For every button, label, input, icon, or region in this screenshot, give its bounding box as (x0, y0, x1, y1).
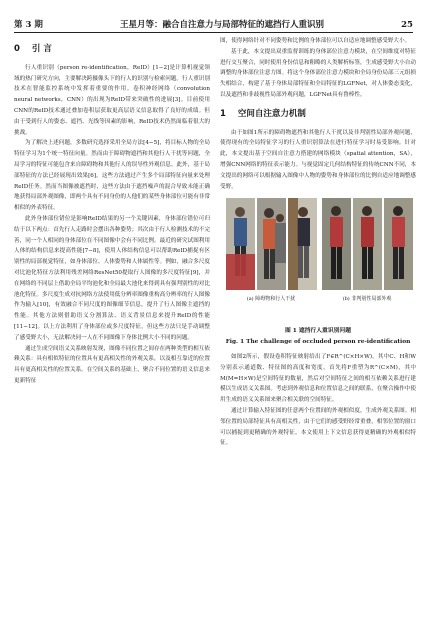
paragraph: 行人重识别（person re-identification，ReID）[1−2]是计算机视觉领域的热门研究方向，主要解决跨摄像头下的行人的识别与检索问题。行人重识别技术在智能监控系统中发挥着重要的作用。卷积神经网络（convolution neural networks，CNN）的出现为ReID带来突破性的进展[3]。目前使用CNN的ReID技术通过叠加卷积层获取更高层语义信息取得了良好的成绩。但由于受到行人的姿态、遮挡、光线等因素的影响，ReID技术仍然面临着很大的挑战。 (14, 64, 210, 136)
figure-panel-nondiscriminative (322, 198, 413, 290)
section-number: 1 (220, 108, 226, 119)
paragraph: 基于此，本文提出双重监督训练的身体部位注意力模块，在空间维度对特征进行交互聚合，同时使用身份信息和粗略的人类解析标签，生成感受野大小自动调整的身体部位注意力图。将这个身体部位注意力模块和全局身份局部三元组损失相结合，构建了基于身体局部特征和全局特征的LGFNet，对人体姿态变化，以及遮挡和非歧视性局部外观问题，LGFNet具有鲁棒性。 (220, 48, 416, 98)
paragraph: 图，使得网络针对不同姿势和比例的身体部位可以自适应地调整感受野大小。 (220, 38, 411, 44)
section-heading-attention (220, 109, 416, 120)
paragraph: 通过计算输入特征图的任意两个位置间的外观相似度，生成外观关系图。相邻位置的局部特征具有高相关性，由于它们的感受野经常重叠，相邻位置的窗口可以捕捉到更精确的外观特征。本文使用上下文信息获得更精确的外观相似特征。 (220, 407, 416, 447)
section-title: 引 言 (31, 44, 52, 54)
pedestrian-photo (353, 198, 382, 290)
paragraph: 通过生成空间语义关系映射发现，图像不同位置之间存在两种类型的相互依赖关系：具有相似特征的位置具有更高相关性的外观关系，以及相互靠近的位置具有更高相关性的位置关系。在空间关系的基础上，聚合不同位置的语义信息来更新特征 (14, 345, 210, 384)
paragraph: 此外身体部位错位是影响ReID结果的另一个关键因素，身体部位错位可归结于以下两点：首先行人走路时会摆出各种姿势；其次由于行人检测技术的不完善，同一个人相同的身体部位在不同图像中会有不同比例。最近的研究试图利用人体的结构信息来提高性能[7−8]，使用人体结构信息可以帮助ReID捕捉有区别性的局部视觉特征，如身体部位、人体姿势和人体属性等。例如，融合多尺度对比池化特征方法利用残差网络ResNet50提取行人图像的多尺度特征[9]，并在网络的不同层上借助全局平均池化和全局最大池化来得到具有强判别性的对比池化特征。多尺度生成对抗网络方法使用低分辨率图像重构高分辨率的行人图像作为输入[10]，有效融合不同尺度的图像细节信息，提升了行人图像主遮挡的性能。其他方法则借助语义分割算法、语义背景信息来提升ReID的性能[11−12]。以上方法利用了身体部位或多尺度特征，但这些方法只是手动调整了感受野大小，无法解决同一人在不同图像下身体比例大小不同的问题。 (14, 215, 210, 341)
pedestrian-photo (322, 198, 351, 290)
figure-subcaption: (b) 非判别性局部外观 (342, 296, 392, 303)
paragraph: 由于如图1所示的障碍物遮挡和其他行人干扰以及非判别性局部外观问题，使得现有的全局特征学习的行人重识别算法在进行特征学习时易受影响。针对此，本文提出基于空间自注意力搭建的网络模块（spatial attention，SA），增强CNN网络的特征表示能力。与视觉固定几何结构特征的传统CNN不同，本文提出的网络可以根据输入图像中人物的姿势和身体部位的比例自适应地调整感受野。 (220, 129, 416, 190)
figure-subcaption: (a) 障碍物和行人干扰 (246, 296, 296, 303)
section-title: 空间自注意力机制 (237, 108, 306, 119)
section-number: 0 (14, 44, 20, 54)
paragraph: 为了解决上述问题，多数研究选择采用全局方法[4−5]，将目标人物的全局特征学习为1个统一特征向量。然而由于障碍物遮挡和其他行人干扰等问题，全局学习的特征可能包含来自障碍物和其他行人的误导性外观信息。此外，基于局部特征的方法已经展现出效果[6]。这些方法通过产生多个局部特征向量来处理ReID任务。然而当图像被遮挡时，这些方法由于遮挡噪声的混合导致未能正确地获得局部外观图像，即两个具有不同身份的人他们的某些身体部位可能有非常相似的外表特征。 (14, 140, 210, 212)
left-column (14, 36, 210, 387)
figure-caption-english: Fig. 1 The challenge of occluded person re-identification (225, 339, 411, 346)
pedestrian-photo (288, 198, 317, 290)
section-heading-intro (14, 44, 210, 55)
page-header (14, 14, 413, 33)
figure-panel-occlusion (226, 198, 317, 290)
page-number: 25 (401, 20, 413, 30)
pedestrian-photo (384, 198, 413, 290)
pedestrian-photo (257, 198, 286, 290)
issue-number: 第 3 期 (14, 20, 43, 30)
figure-caption: 图 1 遮挡行人重识别问题 (284, 328, 352, 335)
pedestrian-photo (226, 198, 255, 290)
running-title: 王星月等：融合自注意力与局部特征的遮挡行人重识别 (119, 20, 324, 30)
paragraph: 如图2所示，假设卷积特征映射给出了F∈R^(C×H×W)，其中C、H和W分别表示通道数、特征图的高度和宽度。首先将F重塑为R^(C×M)，其中M(M=H×W)是空间特征的数量，然后对空间特征之间的相互依赖关系进行建模以生成语义关系图。考虑到外观信息和位置信息之间的联系，在聚合操作中使用生成的语义关系图来聚合相关联的空间特征。 (220, 353, 416, 404)
figure-1 (220, 198, 416, 324)
right-column (220, 36, 416, 449)
